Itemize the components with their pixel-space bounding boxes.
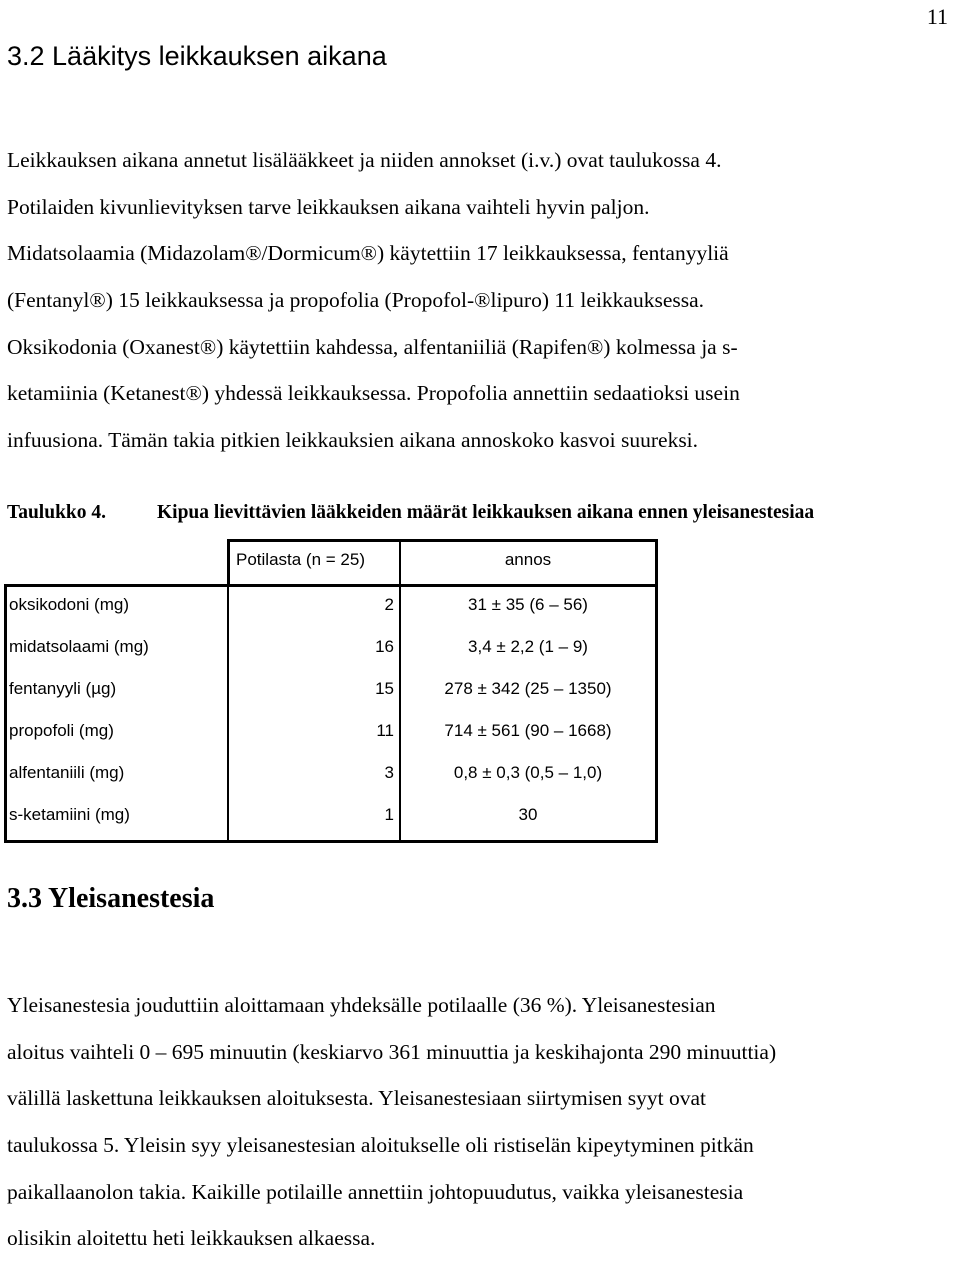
table-caption: [7, 502, 814, 524]
table-caption-number: Taulukko 4.: [7, 502, 107, 523]
paragraph-line: olisikin aloitettu heti leikkauksen alkaessa.: [7, 1226, 376, 1251]
table-row: [4, 587, 656, 629]
paragraph-line: ketamiinia (Ketanest®) yhdessä leikkauksessa. Propofolia annettiin sedaatioksi usein: [7, 381, 740, 406]
paragraph-line: Yleisanestesia jouduttiin aloittamaan yhdeksälle potilaalle (36 %). Yleisanestesian: [7, 993, 716, 1017]
paragraph-line: taulukossa 5. Yleisin syy yleisanestesian aloitukselle oli ristiselän kipeytyminen pitkän: [7, 1133, 754, 1158]
paragraph-line: Leikkauksen aikana annetut lisälääkkeet ja niiden annokset (i.v.) ovat taulukossa 4.: [7, 148, 722, 172]
drug-name: alfentaniili (mg): [9, 763, 125, 782]
section-heading-3-2: 3.2 Lääkitys leikkauksen aikana: [7, 41, 387, 71]
column-header-patients: Potilasta (n = 25): [236, 550, 365, 569]
paragraph-line: aloitus vaihteli 0 – 695 minuutin (keskiarvo 361 minuuttia ja keskihajonta 290 minuuttia): [7, 1039, 777, 1064]
paragraph-line: Oksikodonia (Oxanest®) käytettiin kahdessa, alfentaniiliä (Rapifen®) kolmessa ja s-: [7, 334, 738, 359]
patient-count: 1: [384, 805, 394, 824]
paragraph-line: infuusiona. Tämän takia pitkien leikkauksien aikana annoskoko kasvoi suureksi.: [7, 428, 699, 453]
dose-value: 714 ± 561 (90 – 1668): [444, 721, 612, 740]
table-row: [4, 671, 656, 713]
paragraph-line: Potilaiden kivunlievityksen tarve leikkauksen aikana vaihteli hyvin paljon.: [7, 194, 650, 219]
patient-count: 3: [384, 763, 394, 782]
paragraph-general-anesthesia: [7, 982, 957, 1262]
paragraph-line: Midatsolaamia (Midazolam®/Dormicum®) käytettiin 17 leikkauksessa, fentanyyliä: [7, 241, 729, 266]
paragraph-line: välillä laskettuna leikkauksen aloituksesta. Yleisanestesiaan siirtymisen syyt ovat: [7, 1086, 706, 1111]
paragraph-medication: [7, 137, 957, 464]
table-row: [4, 755, 656, 797]
paragraph-line: paikallaanolon takia. Kaikille potilaille annettiin johtopuudutus, vaikka yleisanestesia: [7, 1179, 744, 1204]
table-row: [4, 713, 656, 755]
patient-count: 15: [375, 679, 394, 698]
patient-count: 16: [375, 637, 394, 656]
page-number: 11: [926, 4, 948, 29]
column-header-dose: annos: [504, 550, 552, 569]
dose-value: 31 ± 35 (6 – 56): [468, 595, 588, 614]
drug-name: s-ketamiini (mg): [9, 805, 130, 824]
drug-name: fentanyyli (µg): [9, 679, 117, 698]
table-row: [4, 629, 656, 671]
patient-count: 2: [384, 595, 394, 614]
patient-count: 11: [376, 721, 394, 740]
section-heading-3-3: 3.3 Yleisanestesia: [7, 883, 215, 914]
dose-value: 0,8 ± 0,3 (0,5 – 1,0): [453, 763, 603, 782]
dose-value: 30: [518, 805, 538, 824]
table-caption-text: Kipua lievittävien lääkkeiden määrät leikkauksen aikana ennen yleisanestesiaa: [157, 502, 815, 523]
dose-value: 3,4 ± 2,2 (1 – 9): [468, 637, 588, 656]
paragraph-line: (Fentanyl®) 15 leikkauksessa ja propofolia (Propofol-®lipuro) 11 leikkauksessa.: [7, 288, 705, 313]
dose-value: 278 ± 342 (25 – 1350): [444, 679, 612, 698]
table-row: [4, 797, 656, 839]
drug-name: propofoli (mg): [9, 721, 114, 740]
drug-name: oksikodoni (mg): [9, 595, 129, 614]
medication-table: [4, 539, 656, 840]
drug-name: midatsolaami (mg): [9, 637, 149, 656]
